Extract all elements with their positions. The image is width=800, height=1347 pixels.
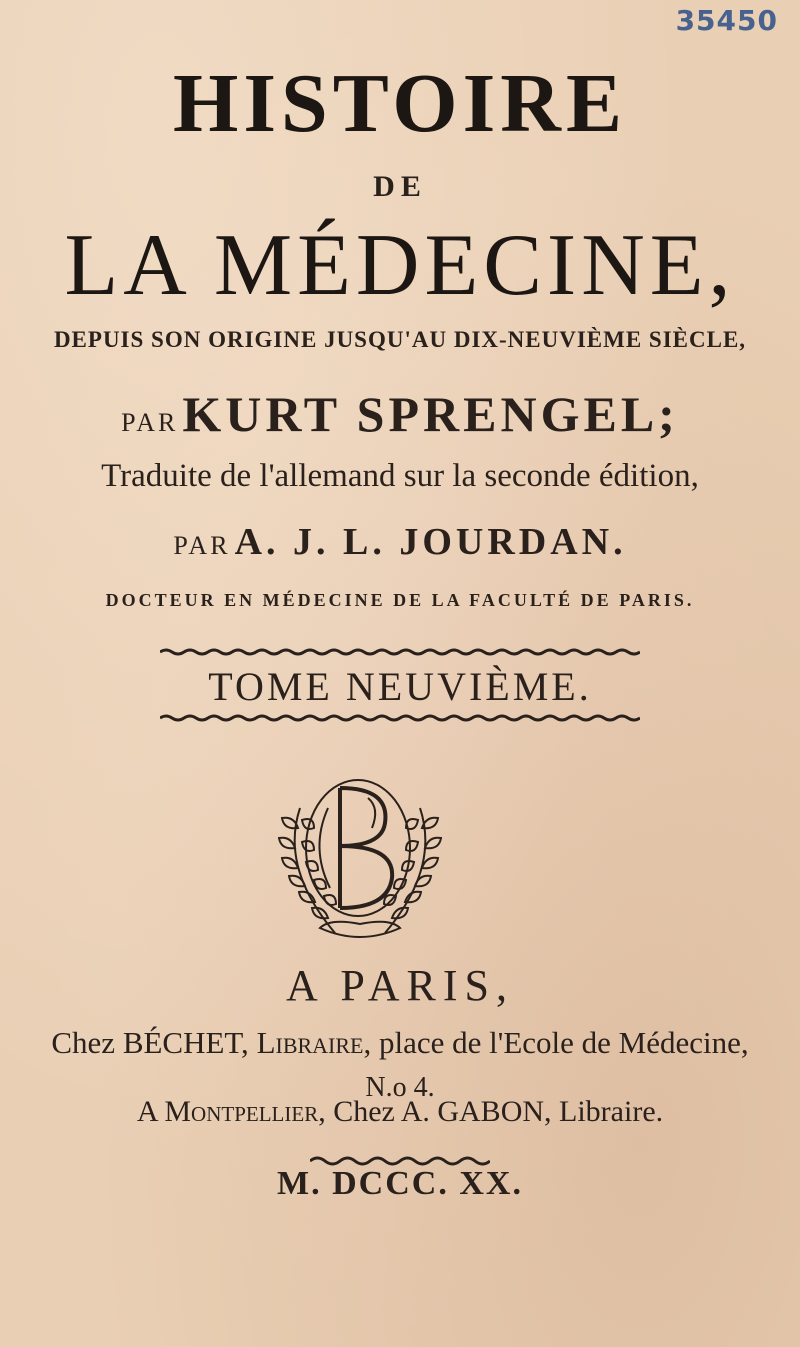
subtitle: DEPUIS SON ORIGINE JUSQU'AU DIX-NEUVIÈME SIÈCLE, (53, 327, 747, 352)
author-name: KURT SPRENGEL; (182, 386, 679, 442)
translator-name: A. J. L. JOURDAN. (234, 521, 627, 563)
imprint-prefix2: A (136, 1095, 157, 1128)
imprint-publisher: BÉCHET, (122, 1025, 249, 1060)
monogram-wreath-icon (240, 768, 480, 948)
title-histoire: HISTOIRE (173, 57, 627, 150)
author-line (0, 385, 800, 443)
imprint-publisher-role: Libraire, (256, 1025, 372, 1060)
imprint-chez: Chez (51, 1025, 116, 1060)
title-de: DE (373, 170, 427, 203)
ornamental-rule-bottom (160, 714, 640, 722)
imprint-city2: Montpellier (164, 1095, 319, 1128)
author-par: PAR (121, 408, 179, 437)
imprint-number: N.o 4. (365, 1072, 435, 1103)
imprint-publisher-line (0, 1025, 800, 1061)
translator-title: DOCTEUR EN MÉDECINE DE LA FACULTÉ DE PARIS. (105, 590, 695, 610)
library-stamp: 35450 (675, 4, 778, 37)
imprint-address: place de l'Ecole de Médecine, (379, 1025, 749, 1060)
title-medecine: LA MÉDECINE, (64, 217, 736, 314)
translator-par: PAR (173, 531, 231, 560)
imprint-second-line (0, 1095, 800, 1129)
imprint-chez2: , Chez A. GABON, Libraire. (318, 1095, 664, 1128)
imprint-city: A PARIS, (285, 961, 515, 1010)
ornamental-rule-top (160, 648, 640, 656)
translator-line (0, 520, 800, 564)
volume-label: TOME NEUVIÈME. (208, 664, 592, 709)
publication-date: M. DCCC. XX. (277, 1165, 523, 1202)
translation-note: Traduite de l'allemand sur la seconde édition, (101, 458, 699, 494)
